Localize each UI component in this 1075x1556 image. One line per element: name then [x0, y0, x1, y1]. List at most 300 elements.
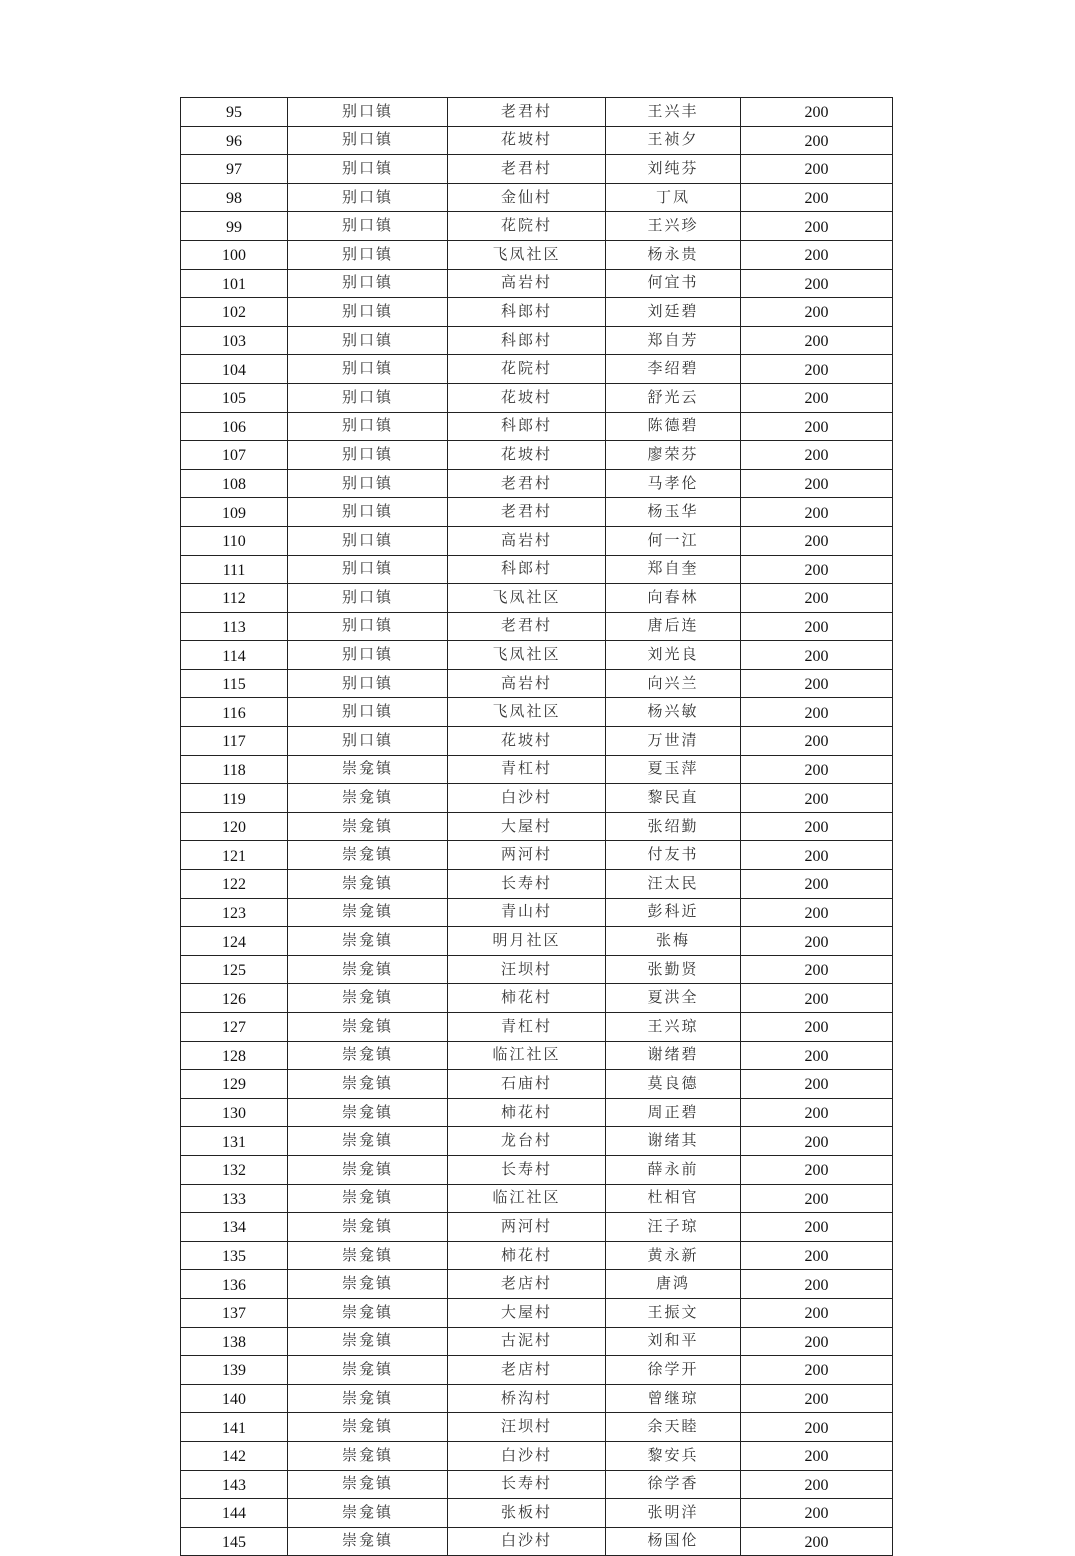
row-number-cell: 97	[181, 155, 288, 184]
town-cell: 别口镇	[288, 498, 448, 527]
amount-cell: 200	[741, 469, 893, 498]
amount-cell: 200	[741, 412, 893, 441]
village-cell: 石庙村	[448, 1070, 606, 1099]
person-name-cell: 李绍碧	[606, 355, 741, 384]
row-number-cell: 139	[181, 1356, 288, 1385]
row-number-cell: 133	[181, 1184, 288, 1213]
village-cell: 柿花村	[448, 1241, 606, 1270]
table-row	[181, 727, 893, 756]
table-row	[181, 1413, 893, 1442]
person-name-cell: 徐学香	[606, 1470, 741, 1499]
village-cell: 花坡村	[448, 126, 606, 155]
amount-cell: 200	[741, 1184, 893, 1213]
table-row	[181, 1499, 893, 1528]
town-cell: 崇龛镇	[288, 1441, 448, 1470]
town-cell: 别口镇	[288, 98, 448, 127]
person-name-cell: 马孝伦	[606, 469, 741, 498]
village-cell: 汪坝村	[448, 1413, 606, 1442]
row-number-cell: 95	[181, 98, 288, 127]
table-row	[181, 1070, 893, 1099]
row-number-cell: 130	[181, 1098, 288, 1127]
person-name-cell: 刘光良	[606, 641, 741, 670]
person-name-cell: 黄永新	[606, 1241, 741, 1270]
table-row	[181, 498, 893, 527]
table-row	[181, 269, 893, 298]
town-cell: 崇龛镇	[288, 1184, 448, 1213]
row-number-cell: 140	[181, 1384, 288, 1413]
table-row	[181, 1241, 893, 1270]
person-name-cell: 王兴丰	[606, 98, 741, 127]
person-name-cell: 杨兴敏	[606, 698, 741, 727]
row-number-cell: 135	[181, 1241, 288, 1270]
amount-cell: 200	[741, 1384, 893, 1413]
amount-cell: 200	[741, 755, 893, 784]
row-number-cell: 98	[181, 183, 288, 212]
row-number-cell: 123	[181, 898, 288, 927]
village-cell: 白沙村	[448, 1441, 606, 1470]
town-cell: 别口镇	[288, 469, 448, 498]
table-row	[181, 641, 893, 670]
amount-cell: 200	[741, 1241, 893, 1270]
village-cell: 老店村	[448, 1270, 606, 1299]
table-row	[181, 927, 893, 956]
amount-cell: 200	[741, 1098, 893, 1127]
row-number-cell: 125	[181, 955, 288, 984]
table-row	[181, 1441, 893, 1470]
row-number-cell: 136	[181, 1270, 288, 1299]
village-cell: 长寿村	[448, 870, 606, 899]
table-row	[181, 469, 893, 498]
table-row	[181, 841, 893, 870]
person-name-cell: 周正碧	[606, 1098, 741, 1127]
village-cell: 汪坝村	[448, 955, 606, 984]
town-cell: 别口镇	[288, 383, 448, 412]
village-cell: 飞凤社区	[448, 641, 606, 670]
row-number-cell: 108	[181, 469, 288, 498]
table-row	[181, 669, 893, 698]
village-cell: 飞凤社区	[448, 240, 606, 269]
person-name-cell: 郑自芳	[606, 326, 741, 355]
table-row	[181, 183, 893, 212]
town-cell: 别口镇	[288, 727, 448, 756]
amount-cell: 200	[741, 1270, 893, 1299]
amount-cell: 200	[741, 1413, 893, 1442]
amount-cell: 200	[741, 555, 893, 584]
amount-cell: 200	[741, 584, 893, 613]
amount-cell: 200	[741, 1041, 893, 1070]
row-number-cell: 117	[181, 727, 288, 756]
person-name-cell: 黎安兵	[606, 1441, 741, 1470]
village-cell: 青山村	[448, 898, 606, 927]
town-cell: 崇龛镇	[288, 1241, 448, 1270]
village-cell: 张板村	[448, 1499, 606, 1528]
town-cell: 别口镇	[288, 584, 448, 613]
row-number-cell: 119	[181, 784, 288, 813]
table-row	[181, 1213, 893, 1242]
person-name-cell: 徐学开	[606, 1356, 741, 1385]
village-cell: 花坡村	[448, 383, 606, 412]
person-name-cell: 唐鸿	[606, 1270, 741, 1299]
amount-cell: 200	[741, 212, 893, 241]
table-row	[181, 441, 893, 470]
person-name-cell: 何宜书	[606, 269, 741, 298]
amount-cell: 200	[741, 1499, 893, 1528]
amount-cell: 200	[741, 326, 893, 355]
village-cell: 长寿村	[448, 1470, 606, 1499]
village-cell: 大屋村	[448, 1298, 606, 1327]
person-name-cell: 向春林	[606, 584, 741, 613]
table-row	[181, 1527, 893, 1556]
subsidy-roster-table	[180, 97, 893, 1556]
person-name-cell: 杨玉华	[606, 498, 741, 527]
village-cell: 临江社区	[448, 1184, 606, 1213]
row-number-cell: 138	[181, 1327, 288, 1356]
village-cell: 老君村	[448, 469, 606, 498]
village-cell: 白沙村	[448, 784, 606, 813]
row-number-cell: 141	[181, 1413, 288, 1442]
row-number-cell: 100	[181, 240, 288, 269]
village-cell: 飞凤社区	[448, 584, 606, 613]
row-number-cell: 137	[181, 1298, 288, 1327]
table-row	[181, 1327, 893, 1356]
table-row	[181, 1127, 893, 1156]
village-cell: 青杠村	[448, 1013, 606, 1042]
table-row	[181, 870, 893, 899]
roster-body	[181, 98, 893, 1556]
village-cell: 花坡村	[448, 441, 606, 470]
table-row	[181, 212, 893, 241]
row-number-cell: 102	[181, 298, 288, 327]
row-number-cell: 128	[181, 1041, 288, 1070]
town-cell: 别口镇	[288, 298, 448, 327]
table-row	[181, 1356, 893, 1385]
amount-cell: 200	[741, 526, 893, 555]
town-cell: 别口镇	[288, 669, 448, 698]
person-name-cell: 张梅	[606, 927, 741, 956]
amount-cell: 200	[741, 898, 893, 927]
town-cell: 崇龛镇	[288, 1270, 448, 1299]
row-number-cell: 99	[181, 212, 288, 241]
row-number-cell: 120	[181, 812, 288, 841]
row-number-cell: 107	[181, 441, 288, 470]
town-cell: 崇龛镇	[288, 927, 448, 956]
town-cell: 别口镇	[288, 441, 448, 470]
table-row	[181, 755, 893, 784]
village-cell: 科郎村	[448, 326, 606, 355]
person-name-cell: 杨国伦	[606, 1527, 741, 1556]
village-cell: 老店村	[448, 1356, 606, 1385]
town-cell: 崇龛镇	[288, 1384, 448, 1413]
town-cell: 崇龛镇	[288, 1127, 448, 1156]
town-cell: 别口镇	[288, 269, 448, 298]
person-name-cell: 向兴兰	[606, 669, 741, 698]
row-number-cell: 106	[181, 412, 288, 441]
town-cell: 崇龛镇	[288, 1327, 448, 1356]
person-name-cell: 刘廷碧	[606, 298, 741, 327]
person-name-cell: 汪子琼	[606, 1213, 741, 1242]
row-number-cell: 116	[181, 698, 288, 727]
amount-cell: 200	[741, 383, 893, 412]
person-name-cell: 张明洋	[606, 1499, 741, 1528]
town-cell: 崇龛镇	[288, 1527, 448, 1556]
town-cell: 崇龛镇	[288, 898, 448, 927]
person-name-cell: 杜相官	[606, 1184, 741, 1213]
row-number-cell: 124	[181, 927, 288, 956]
amount-cell: 200	[741, 155, 893, 184]
town-cell: 崇龛镇	[288, 1041, 448, 1070]
town-cell: 崇龛镇	[288, 870, 448, 899]
town-cell: 崇龛镇	[288, 1470, 448, 1499]
village-cell: 柿花村	[448, 1098, 606, 1127]
table-row	[181, 784, 893, 813]
village-cell: 科郎村	[448, 298, 606, 327]
amount-cell: 200	[741, 183, 893, 212]
person-name-cell: 谢绪其	[606, 1127, 741, 1156]
row-number-cell: 104	[181, 355, 288, 384]
town-cell: 崇龛镇	[288, 1098, 448, 1127]
village-cell: 古泥村	[448, 1327, 606, 1356]
person-name-cell: 薛永前	[606, 1155, 741, 1184]
amount-cell: 200	[741, 1356, 893, 1385]
town-cell: 崇龛镇	[288, 841, 448, 870]
amount-cell: 200	[741, 298, 893, 327]
amount-cell: 200	[741, 927, 893, 956]
village-cell: 大屋村	[448, 812, 606, 841]
amount-cell: 200	[741, 269, 893, 298]
town-cell: 别口镇	[288, 612, 448, 641]
town-cell: 别口镇	[288, 698, 448, 727]
village-cell: 花坡村	[448, 727, 606, 756]
table-row	[181, 1098, 893, 1127]
amount-cell: 200	[741, 641, 893, 670]
row-number-cell: 96	[181, 126, 288, 155]
town-cell: 别口镇	[288, 526, 448, 555]
row-number-cell: 105	[181, 383, 288, 412]
person-name-cell: 杨永贵	[606, 240, 741, 269]
person-name-cell: 王祯夕	[606, 126, 741, 155]
row-number-cell: 121	[181, 841, 288, 870]
village-cell: 临江社区	[448, 1041, 606, 1070]
row-number-cell: 122	[181, 870, 288, 899]
person-name-cell: 余天睦	[606, 1413, 741, 1442]
town-cell: 崇龛镇	[288, 984, 448, 1013]
table-row	[181, 126, 893, 155]
row-number-cell: 118	[181, 755, 288, 784]
person-name-cell: 莫良德	[606, 1070, 741, 1099]
person-name-cell: 郑自奎	[606, 555, 741, 584]
amount-cell: 200	[741, 984, 893, 1013]
person-name-cell: 舒光云	[606, 383, 741, 412]
person-name-cell: 陈德碧	[606, 412, 741, 441]
village-cell: 金仙村	[448, 183, 606, 212]
row-number-cell: 129	[181, 1070, 288, 1099]
village-cell: 明月社区	[448, 927, 606, 956]
town-cell: 别口镇	[288, 641, 448, 670]
row-number-cell: 115	[181, 669, 288, 698]
row-number-cell: 113	[181, 612, 288, 641]
row-number-cell: 126	[181, 984, 288, 1013]
person-name-cell: 付友书	[606, 841, 741, 870]
amount-cell: 200	[741, 126, 893, 155]
person-name-cell: 夏玉萍	[606, 755, 741, 784]
village-cell: 高岩村	[448, 526, 606, 555]
amount-cell: 200	[741, 1155, 893, 1184]
table-row	[181, 355, 893, 384]
town-cell: 崇龛镇	[288, 1356, 448, 1385]
person-name-cell: 刘和平	[606, 1327, 741, 1356]
amount-cell: 200	[741, 841, 893, 870]
amount-cell: 200	[741, 1441, 893, 1470]
town-cell: 崇龛镇	[288, 1413, 448, 1442]
village-cell: 青杠村	[448, 755, 606, 784]
village-cell: 高岩村	[448, 669, 606, 698]
row-number-cell: 145	[181, 1527, 288, 1556]
row-number-cell: 131	[181, 1127, 288, 1156]
village-cell: 老君村	[448, 498, 606, 527]
table-row	[181, 612, 893, 641]
town-cell: 崇龛镇	[288, 1070, 448, 1099]
person-name-cell: 万世清	[606, 727, 741, 756]
table-row	[181, 1470, 893, 1499]
table-row	[181, 955, 893, 984]
person-name-cell: 王兴珍	[606, 212, 741, 241]
town-cell: 别口镇	[288, 355, 448, 384]
amount-cell: 200	[741, 441, 893, 470]
town-cell: 别口镇	[288, 126, 448, 155]
amount-cell: 200	[741, 1327, 893, 1356]
person-name-cell: 王兴琼	[606, 1013, 741, 1042]
amount-cell: 200	[741, 698, 893, 727]
amount-cell: 200	[741, 1127, 893, 1156]
table-row	[181, 1270, 893, 1299]
village-cell: 花院村	[448, 355, 606, 384]
table-row	[181, 326, 893, 355]
row-number-cell: 111	[181, 555, 288, 584]
table-row	[181, 298, 893, 327]
amount-cell: 200	[741, 955, 893, 984]
table-row	[181, 240, 893, 269]
table-row	[181, 98, 893, 127]
amount-cell: 200	[741, 669, 893, 698]
table-row	[181, 1013, 893, 1042]
row-number-cell: 112	[181, 584, 288, 613]
row-number-cell: 127	[181, 1013, 288, 1042]
table-row	[181, 1184, 893, 1213]
person-name-cell: 廖荣芬	[606, 441, 741, 470]
person-name-cell: 张绍勤	[606, 812, 741, 841]
table-row	[181, 1155, 893, 1184]
person-name-cell: 王振文	[606, 1298, 741, 1327]
town-cell: 崇龛镇	[288, 755, 448, 784]
amount-cell: 200	[741, 1213, 893, 1242]
table-row	[181, 584, 893, 613]
row-number-cell: 132	[181, 1155, 288, 1184]
table-row	[181, 526, 893, 555]
table-row	[181, 698, 893, 727]
village-cell: 柿花村	[448, 984, 606, 1013]
village-cell: 老君村	[448, 612, 606, 641]
person-name-cell: 曾继琼	[606, 1384, 741, 1413]
village-cell: 高岩村	[448, 269, 606, 298]
person-name-cell: 丁凤	[606, 183, 741, 212]
amount-cell: 200	[741, 1070, 893, 1099]
amount-cell: 200	[741, 870, 893, 899]
village-cell: 科郎村	[448, 412, 606, 441]
town-cell: 别口镇	[288, 412, 448, 441]
table-row	[181, 155, 893, 184]
person-name-cell: 何一江	[606, 526, 741, 555]
table-row	[181, 1384, 893, 1413]
town-cell: 崇龛镇	[288, 1499, 448, 1528]
town-cell: 崇龛镇	[288, 812, 448, 841]
person-name-cell: 谢绪碧	[606, 1041, 741, 1070]
town-cell: 崇龛镇	[288, 1213, 448, 1242]
table-row	[181, 1298, 893, 1327]
table-row	[181, 812, 893, 841]
village-cell: 龙台村	[448, 1127, 606, 1156]
person-name-cell: 唐后连	[606, 612, 741, 641]
row-number-cell: 110	[181, 526, 288, 555]
town-cell: 崇龛镇	[288, 784, 448, 813]
amount-cell: 200	[741, 1013, 893, 1042]
table-row	[181, 984, 893, 1013]
town-cell: 别口镇	[288, 155, 448, 184]
village-cell: 两河村	[448, 1213, 606, 1242]
town-cell: 别口镇	[288, 212, 448, 241]
amount-cell: 200	[741, 612, 893, 641]
table-row	[181, 555, 893, 584]
amount-cell: 200	[741, 784, 893, 813]
row-number-cell: 134	[181, 1213, 288, 1242]
village-cell: 科郎村	[448, 555, 606, 584]
row-number-cell: 143	[181, 1470, 288, 1499]
row-number-cell: 103	[181, 326, 288, 355]
row-number-cell: 109	[181, 498, 288, 527]
town-cell: 崇龛镇	[288, 1013, 448, 1042]
person-name-cell: 黎民直	[606, 784, 741, 813]
person-name-cell: 汪太民	[606, 870, 741, 899]
amount-cell: 200	[741, 498, 893, 527]
row-number-cell: 114	[181, 641, 288, 670]
table-row	[181, 1041, 893, 1070]
village-cell: 长寿村	[448, 1155, 606, 1184]
town-cell: 别口镇	[288, 240, 448, 269]
village-cell: 白沙村	[448, 1527, 606, 1556]
town-cell: 别口镇	[288, 326, 448, 355]
amount-cell: 200	[741, 727, 893, 756]
amount-cell: 200	[741, 240, 893, 269]
village-cell: 飞凤社区	[448, 698, 606, 727]
person-name-cell: 刘纯芬	[606, 155, 741, 184]
town-cell: 崇龛镇	[288, 1298, 448, 1327]
row-number-cell: 144	[181, 1499, 288, 1528]
amount-cell: 200	[741, 1470, 893, 1499]
table-row	[181, 383, 893, 412]
amount-cell: 200	[741, 1298, 893, 1327]
town-cell: 崇龛镇	[288, 955, 448, 984]
village-cell: 花院村	[448, 212, 606, 241]
village-cell: 老君村	[448, 155, 606, 184]
town-cell: 别口镇	[288, 183, 448, 212]
village-cell: 老君村	[448, 98, 606, 127]
person-name-cell: 彭科近	[606, 898, 741, 927]
village-cell: 桥沟村	[448, 1384, 606, 1413]
person-name-cell: 夏洪全	[606, 984, 741, 1013]
person-name-cell: 张勤贤	[606, 955, 741, 984]
amount-cell: 200	[741, 812, 893, 841]
amount-cell: 200	[741, 98, 893, 127]
amount-cell: 200	[741, 1527, 893, 1556]
